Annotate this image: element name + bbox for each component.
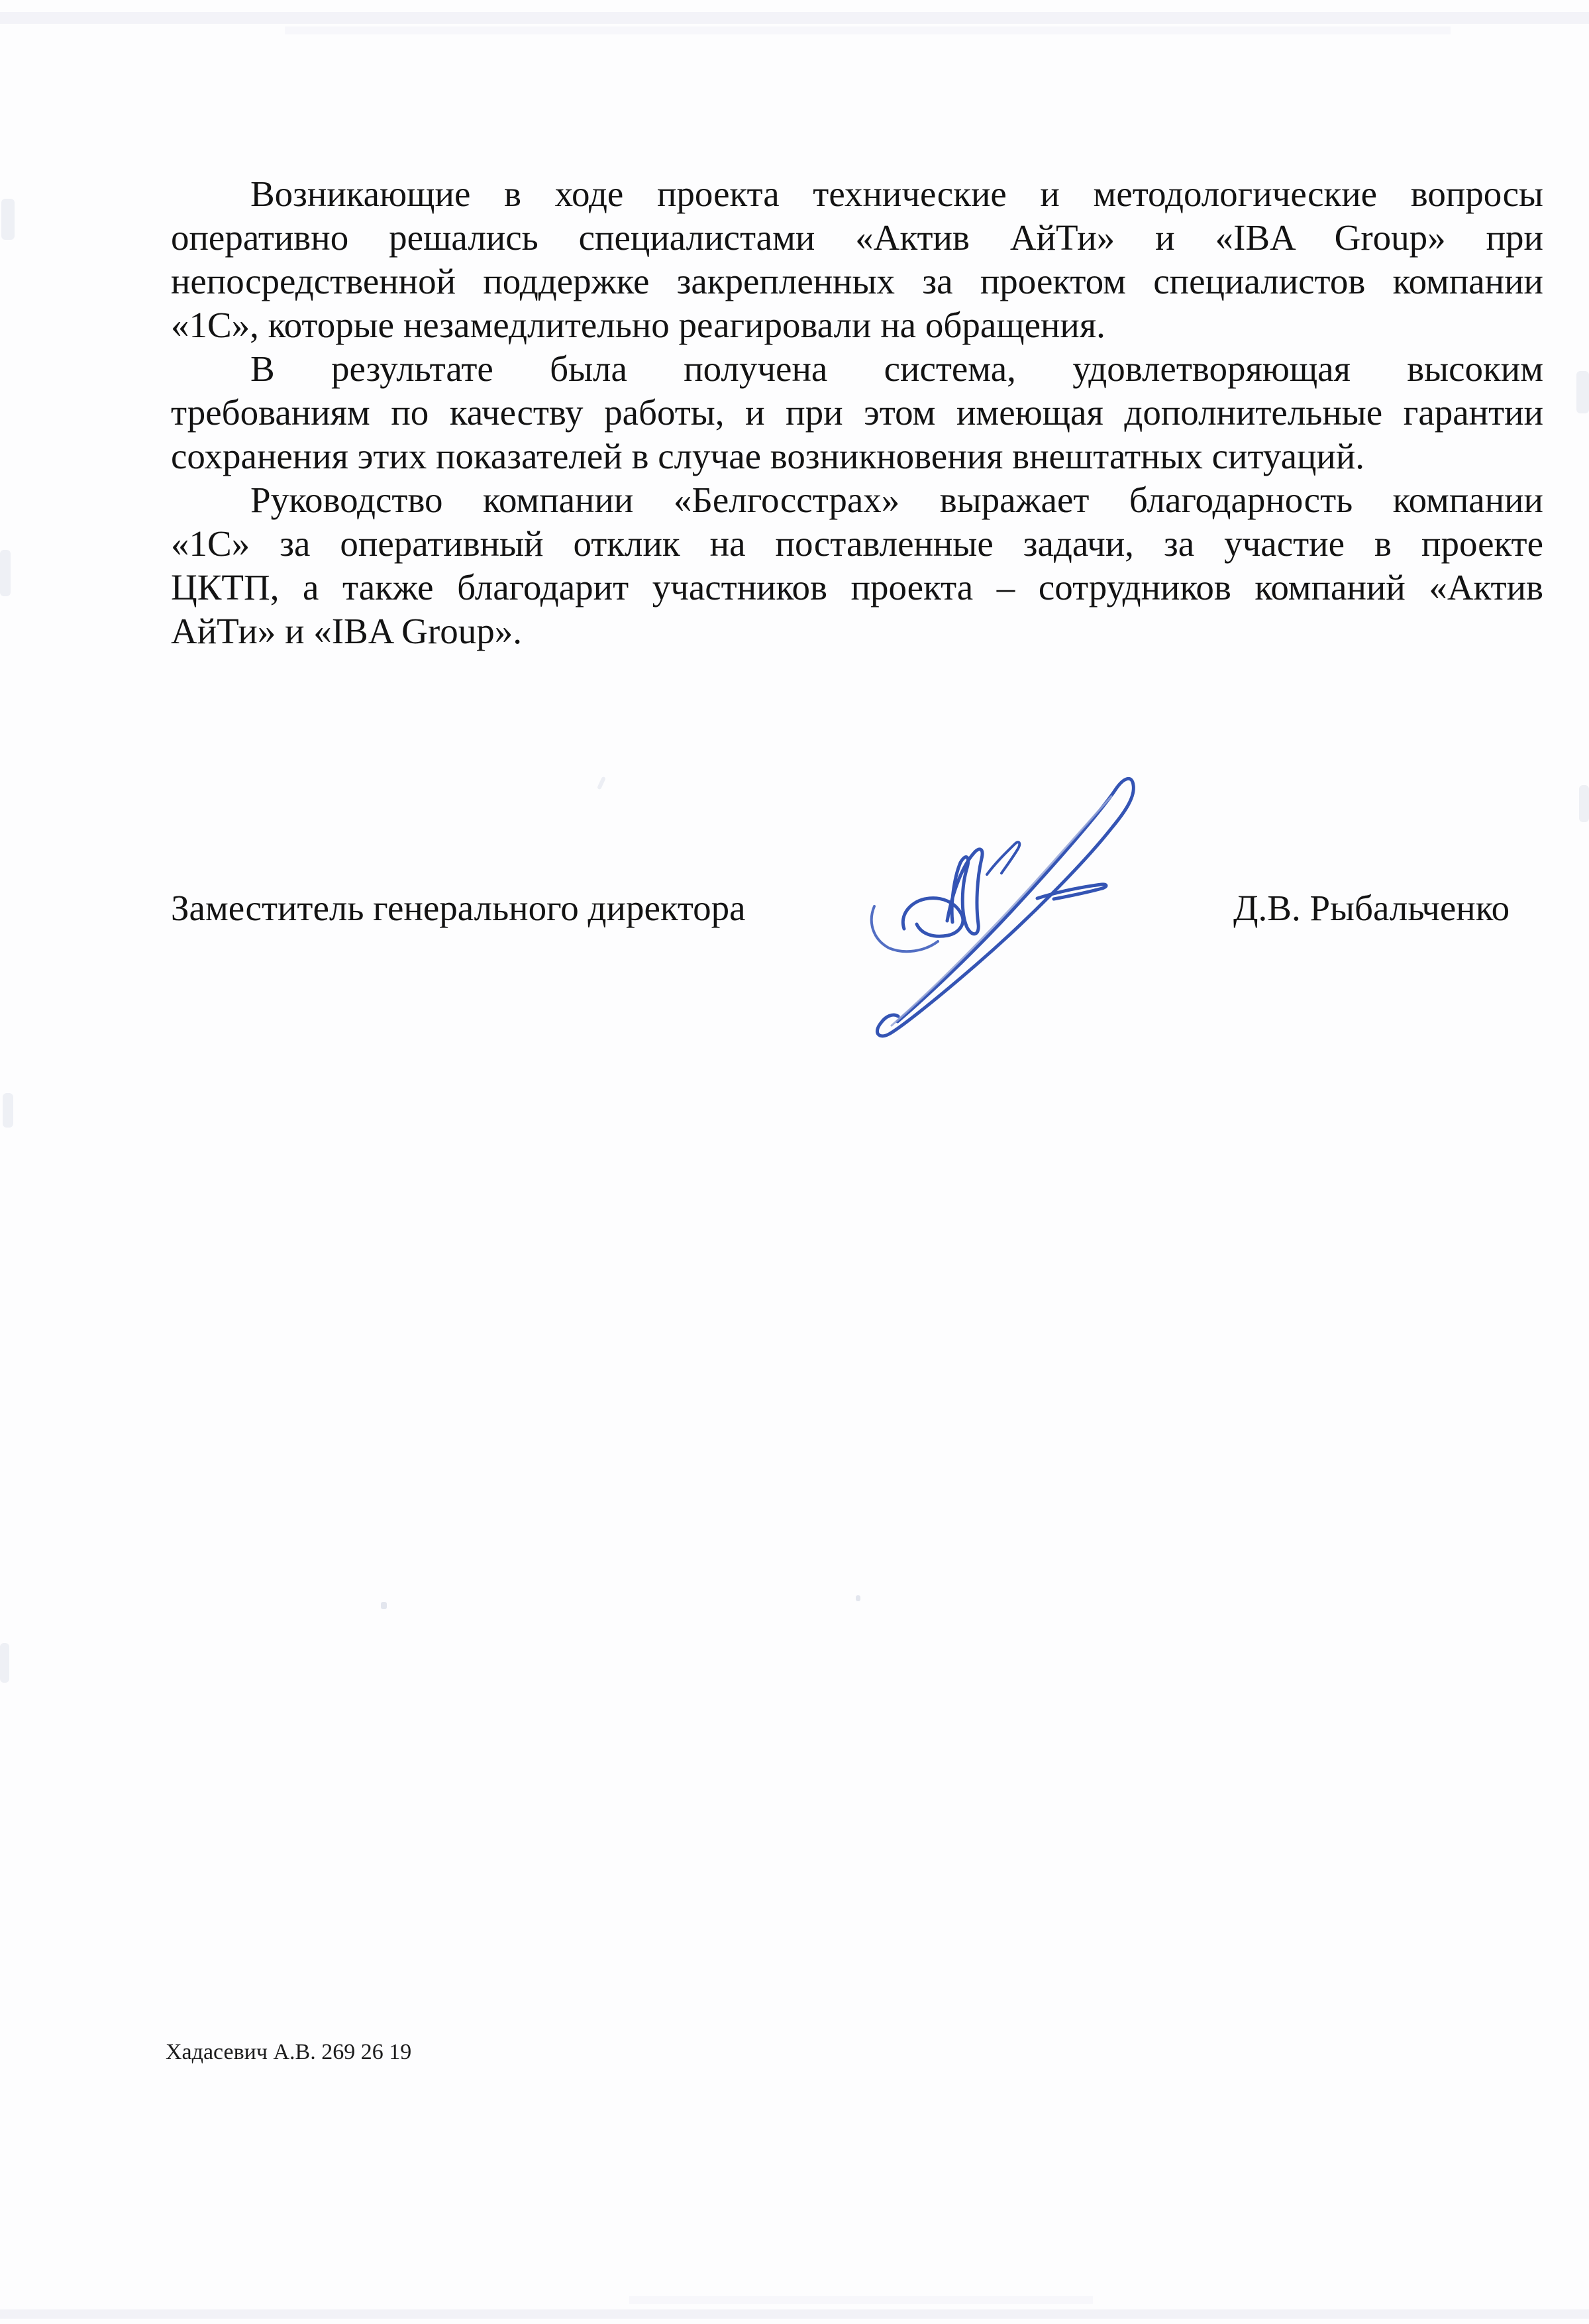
text-line: «1С» за оперативный отклик на поставленные задачи, за участие в проекте	[171, 523, 1543, 564]
text-line: Руководство компании «Белгосстрах» выражает благодарность компании	[250, 480, 1543, 520]
scan-artifact	[1576, 371, 1589, 413]
text-line: ЦКТП, а также благодарит участников проекта – сотрудников компаний «Актив	[171, 567, 1543, 607]
scan-artifact	[285, 26, 1451, 34]
text-line: требованиям по качеству работы, и при этом имеющая дополнительные гарантии	[171, 392, 1543, 433]
scan-artifact	[1, 199, 15, 240]
scan-artifact	[629, 2296, 1093, 2304]
body-text	[171, 172, 1543, 653]
scan-artifact	[597, 776, 606, 790]
scan-artifact	[856, 1595, 860, 1601]
scan-artifact	[0, 550, 11, 596]
text-line: Возникающие в ходе проекта технические и методологические вопросы	[250, 174, 1543, 214]
scan-artifact	[3, 1093, 13, 1128]
text-line: непосредственной поддержке закрепленных за проектом специалистов компании	[171, 261, 1543, 301]
signature-ink	[848, 755, 1192, 1053]
text-line: «1С», которые незамедлительно реагировали на обращения.	[171, 305, 1105, 345]
text-line: сохранения этих показателей в случае возникновения внештатных ситуаций.	[171, 436, 1365, 476]
signature-role-label: Заместитель генерального директора	[171, 888, 746, 928]
scan-artifact	[381, 1602, 387, 1609]
scan-artifact	[0, 2309, 1589, 2319]
scan-artifact	[1579, 785, 1589, 822]
scan-artifact	[0, 1643, 9, 1683]
footer-contact: Хадасевич А.В. 269 26 19	[166, 2040, 412, 2064]
text-line: В результате была получена система, удовлетворяющая высоким	[250, 348, 1543, 389]
signatory-name: Д.В. Рыбальченко	[1233, 888, 1510, 928]
text-line: оперативно решались специалистами «Актив АйТи» и «IBA Group» при	[171, 217, 1543, 258]
text-line: АйТи» и «IBA Group».	[171, 611, 522, 651]
scan-artifact	[0, 12, 1589, 24]
